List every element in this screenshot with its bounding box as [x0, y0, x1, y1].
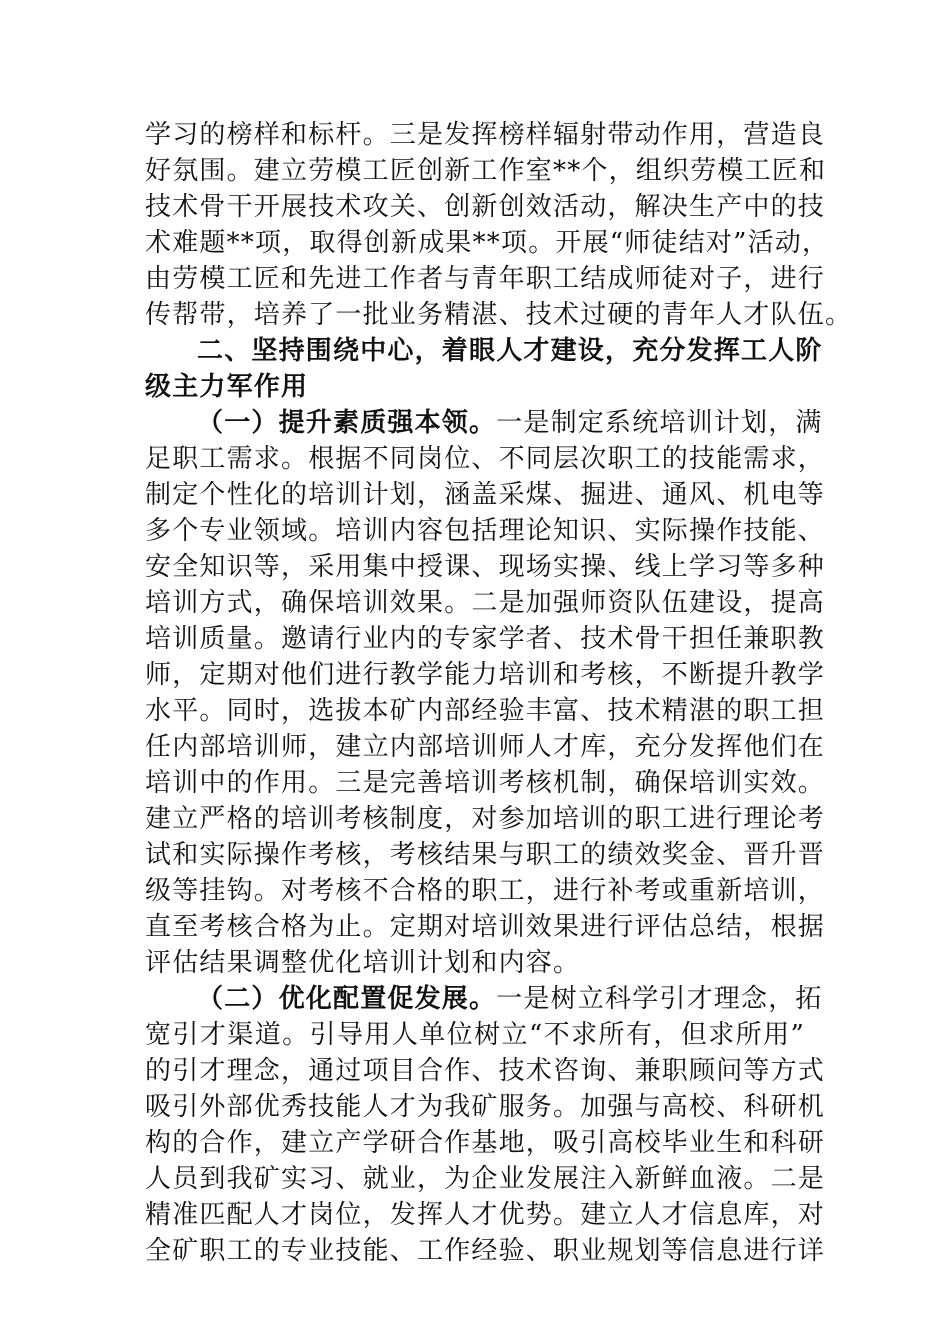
body-text-line: 试和实际操作考核，考核结果与职工的绩效奖金、晋升晋: [145, 840, 826, 870]
body-text-line: 师，定期对他们进行教学能力培训和考核，不断提升教学: [145, 660, 826, 690]
body-text-line: 由劳模工匠和先进工作者与青年职工结成师徒对子，进行: [145, 264, 826, 294]
body-text-line: 评估结果调整优化培训计划和内容。: [145, 948, 581, 978]
subsection-title: （一）提升素质强本领。: [197, 408, 497, 438]
body-text-line: 术难题**项，取得创新成果**项。开展“师徒结对”活动，: [145, 228, 830, 258]
body-text-line: 级等挂钩。对考核不合格的职工，进行补考或重新培训，: [145, 876, 826, 906]
body-text-line: 制定个性化的培训计划，涵盖采煤、掘进、通风、机电等: [145, 480, 826, 510]
body-text-line: 培训方式，确保培训效果。二是加强师资队伍建设，提高: [145, 588, 826, 618]
subsection-first-line: [197, 981, 823, 1017]
body-text-line: 传帮带，培养了一批业务精湛、技术过硬的青年人才队伍。: [145, 300, 853, 330]
body-text-line: 任内部培训师，建立内部培训师人才库，充分发挥他们在: [145, 732, 826, 762]
body-text-line: 的引才理念，通过项目合作、技术咨询、兼职顾问等方式: [145, 1056, 826, 1086]
section-heading: 二、坚持围绕中心，着眼人才建设，充分发挥工人阶: [197, 336, 823, 366]
subsection-first-line: [197, 405, 823, 441]
body-text-line: 学习的榜样和标杆。三是发挥榜样辐射带动作用，营造良: [145, 120, 826, 150]
body-text-line: 技术骨干开展技术攻关、创新创效活动，解决生产中的技: [145, 192, 826, 222]
body-text-line: 建立严格的培训考核制度，对参加培训的职工进行理论考: [145, 804, 826, 834]
body-text-line: 足职工需求。根据不同岗位、不同层次职工的技能需求，: [145, 444, 826, 474]
body-text-line: 构的合作，建立产学研合作基地，吸引高校毕业生和科研: [145, 1128, 826, 1158]
subsection-text: 一是树立科学引才理念，拓: [496, 984, 823, 1014]
body-text-line: 全矿职工的专业技能、工作经验、职业规划等信息进行详: [145, 1236, 826, 1266]
body-text-line: 宽引才渠道。引导用人单位树立“不求所有，但求所用”: [145, 1020, 805, 1050]
body-text-line: 好氛围。建立劳模工匠创新工作室**个，组织劳模工匠和: [145, 156, 827, 186]
body-text-line: 培训中的作用。三是完善培训考核机制，确保培训实效。: [145, 768, 826, 798]
subsection-title: （二）优化配置促发展。: [197, 984, 497, 1014]
body-text-line: 多个专业领域。培训内容包括理论知识、实际操作技能、: [145, 516, 826, 546]
body-text-line: 精准匹配人才岗位，发挥人才优势。建立人才信息库，对: [145, 1200, 826, 1230]
section-heading-continued: 级主力军作用: [145, 372, 309, 402]
body-text-line: 吸引外部优秀技能人才为我矿服务。加强与高校、科研机: [145, 1092, 826, 1122]
body-text-line: 培训质量。邀请行业内的专家学者、技术骨干担任兼职教: [145, 624, 826, 654]
body-text-line: 人员到我矿实习、就业，为企业发展注入新鲜血液。二是: [145, 1164, 826, 1194]
body-text-line: 水平。同时，选拔本矿内部经验丰富、技术精湛的职工担: [145, 696, 826, 726]
body-text-line: 直至考核合格为止。定期对培训效果进行评估总结，根据: [145, 912, 826, 942]
subsection-text: 一是制定系统培训计划，满: [496, 408, 823, 438]
body-text-line: 安全知识等，采用集中授课、现场实操、线上学习等多种: [145, 552, 826, 582]
